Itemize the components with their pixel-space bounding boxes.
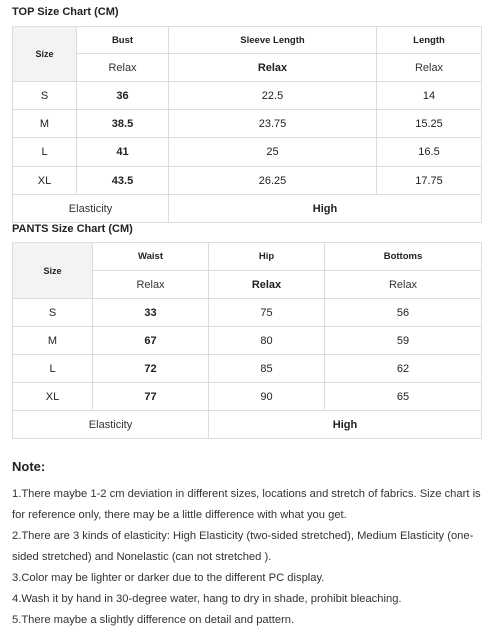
size-cell: M [13, 327, 93, 355]
elasticity-label: Elasticity [13, 411, 209, 439]
sleeve-length-cell: 23.75 [169, 110, 377, 138]
length-cell: 16.5 [377, 138, 482, 167]
column-header-bottoms: Bottoms [325, 243, 482, 271]
length-cell: 14 [377, 82, 482, 110]
top-size-table [12, 26, 482, 223]
sleeve-length-cell: 22.5 [169, 82, 377, 110]
note-title: Note: [12, 459, 46, 474]
bust-cell: 38.5 [77, 110, 169, 138]
note-item: 2.There are 3 kinds of elasticity: High Elasticity (two-sided stretched), Medium Elasticity (one-sided stretched) and Nonelastic (can not stretched ). [12, 530, 474, 563]
pants-size-chart-title: PANTS Size Chart (CM) [12, 223, 133, 235]
table-row [13, 383, 482, 411]
note-list [12, 484, 482, 631]
bust-cell: 36 [77, 82, 169, 110]
sleeve-length-cell: 25 [169, 138, 377, 167]
bottoms-cell: 56 [325, 299, 482, 327]
size-cell: S [13, 82, 77, 110]
column-header-hip: Hip [209, 243, 325, 271]
bust-cell: 41 [77, 138, 169, 167]
hip-cell: 90 [209, 383, 325, 411]
waist-cell: 72 [93, 355, 209, 383]
fit-sleeve-length: Relax [169, 54, 377, 82]
hip-cell: 80 [209, 327, 325, 355]
waist-cell: 33 [93, 299, 209, 327]
note-item: 4.Wash it by hand in 30-degree water, hang to dry in shade, prohibit bleaching. [12, 593, 402, 605]
table-header-row [13, 27, 482, 54]
size-cell: L [13, 138, 77, 167]
fit-length: Relax [377, 54, 482, 82]
table-row [13, 167, 482, 195]
bottoms-cell: 59 [325, 327, 482, 355]
waist-cell: 67 [93, 327, 209, 355]
note-item: 5.There maybe a slightly difference on detail and pattern. [12, 614, 295, 626]
column-header-length: Length [377, 27, 482, 54]
bottoms-cell: 62 [325, 355, 482, 383]
hip-cell: 75 [209, 299, 325, 327]
fit-bust: Relax [77, 54, 169, 82]
length-cell: 15.25 [377, 110, 482, 138]
note-item: 3.Color may be lighter or darker due to the different PC display. [12, 572, 325, 584]
elasticity-row [13, 411, 482, 439]
size-cell: XL [13, 383, 93, 411]
sleeve-length-cell: 26.25 [169, 167, 377, 195]
fit-row [13, 54, 482, 82]
waist-cell: 77 [93, 383, 209, 411]
table-row [13, 82, 482, 110]
bust-cell: 43.5 [77, 167, 169, 195]
length-cell: 17.75 [377, 167, 482, 195]
table-row [13, 138, 482, 167]
column-header-sleeve-length: Sleeve Length [169, 27, 377, 54]
size-header: Size [13, 27, 77, 82]
size-cell: L [13, 355, 93, 383]
column-header-bust: Bust [77, 27, 169, 54]
elasticity-row [13, 195, 482, 223]
pants-size-table [12, 242, 482, 439]
elasticity-label: Elasticity [13, 195, 169, 223]
fit-bottoms: Relax [325, 271, 482, 299]
fit-hip: Relax [209, 271, 325, 299]
size-cell: S [13, 299, 93, 327]
size-cell: M [13, 110, 77, 138]
fit-waist: Relax [93, 271, 209, 299]
elasticity-value: High [209, 411, 482, 439]
table-header-row [13, 243, 482, 271]
hip-cell: 85 [209, 355, 325, 383]
size-header: Size [13, 243, 93, 299]
table-row [13, 299, 482, 327]
column-header-waist: Waist [93, 243, 209, 271]
bottoms-cell: 65 [325, 383, 482, 411]
table-row [13, 327, 482, 355]
table-row [13, 110, 482, 138]
elasticity-value: High [169, 195, 482, 223]
note-item: 1.There maybe 1-2 cm deviation in different sizes, locations and stretch of fabrics. Size chart is for reference only, there may be a little difference with what you get. [12, 488, 481, 521]
top-size-chart-title: TOP Size Chart (CM) [12, 6, 119, 18]
table-row [13, 355, 482, 383]
size-cell: XL [13, 167, 77, 195]
